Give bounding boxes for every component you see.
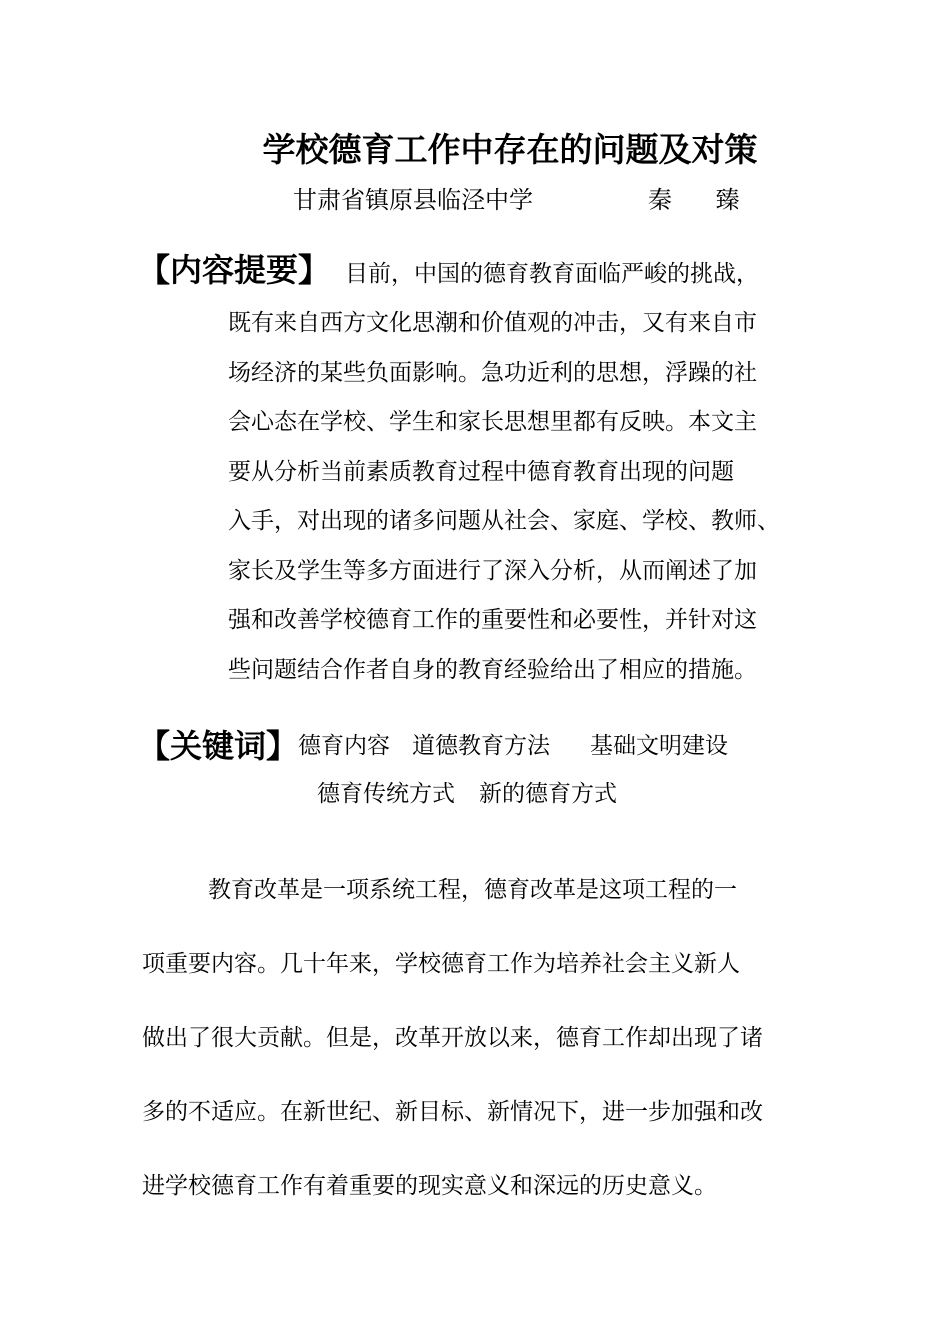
- body-line: 做出了很大贡献。但是，改革开放以来，德育工作却出现了诸: [142, 1025, 763, 1051]
- body-paragraph: [142, 866, 822, 1236]
- keyword: 德育内容: [298, 733, 390, 759]
- abstract-line: 家长及学生等多方面进行了深入分析，从而阐述了加: [228, 557, 757, 584]
- body-line: 多的不适应。在新世纪、新目标、新情况下，进一步加强和改: [142, 1099, 763, 1125]
- abstract-line: 场经济的某些负面影响。急功近利的思想，浮躁的社: [228, 359, 757, 386]
- keyword: 德育传统方式: [317, 781, 455, 807]
- body-line: 项重要内容。几十年来，学校德育工作为培养社会主义新人: [142, 951, 740, 977]
- body-line: 教育改革是一项系统工程，德育改革是这项工程的一: [208, 877, 737, 903]
- abstract-line: 强和改善学校德育工作的重要性和必要性，并针对这: [228, 607, 757, 633]
- page-title: 学校德育工作中存在的问题及对策: [262, 130, 758, 169]
- keywords-row: [298, 724, 728, 768]
- abstract-line: 些问题结合作者自身的教育经验给出了相应的措施。: [228, 656, 757, 683]
- abstract-line: 要从分析当前素质教育过程中德育教育出现的问题: [228, 458, 734, 485]
- keyword: 基础文明建设: [590, 733, 728, 759]
- abstract-body: [228, 299, 818, 695]
- keywords-row: [317, 772, 617, 816]
- abstract-first-line: 目前，中国的德育教育面临严峻的挑战，: [345, 261, 759, 287]
- abstract-line: 入手，对出现的诸多问题从社会、家庭、学校、教师、: [228, 508, 780, 534]
- keyword: 新的德育方式: [479, 781, 617, 807]
- author-name: 秦 臻: [648, 186, 758, 214]
- abstract-line: 既有来自西方文化思潮和价值观的冲击，又有来自市: [228, 310, 757, 336]
- body-line: 进学校德育工作有着重要的现实意义和深远的历史意义。: [142, 1173, 717, 1199]
- keyword: 道德教育方法: [412, 733, 550, 759]
- abstract-line: 会心态在学校、学生和家长思想里都有反映。本文主: [228, 409, 757, 435]
- abstract-label: 【内容提要】: [138, 251, 331, 289]
- author-affiliation: 甘肃省镇原县临泾中学: [293, 186, 533, 214]
- keywords-label: 【关键词】: [138, 727, 299, 765]
